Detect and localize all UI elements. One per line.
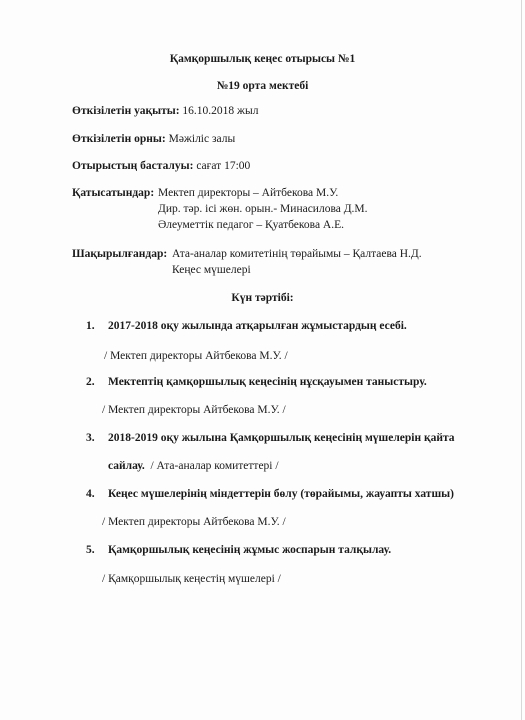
agenda-item-1-note: / Мектеп директоры Айтбекова М.У. / <box>104 350 288 362</box>
agenda-item-4 <box>86 487 454 501</box>
participant-line: Мектеп директоры – Айтбекова М.У. <box>158 187 339 199</box>
agenda-item-number: 1. <box>86 320 95 332</box>
meeting-place <box>72 132 235 146</box>
agenda-item-2-note: / Мектеп директоры Айтбекова М.У. / <box>102 404 286 416</box>
agenda-item-number: 5. <box>86 544 95 556</box>
participants-label: Қатысатындар: <box>72 187 155 199</box>
agenda-item-4-note: / Мектеп директоры Айтбекова М.У. / <box>102 516 286 528</box>
agenda-item-number: 2. <box>86 376 95 388</box>
agenda-item-number: 4. <box>86 488 95 500</box>
meeting-start <box>72 159 250 173</box>
meeting-time-label: Өткізілетін уақыты: <box>72 105 180 117</box>
agenda-item-text: Кеңес мүшелерінің міндеттерін бөлу (төрайымы, жауапты хатшы) <box>108 488 454 500</box>
invited-label: Шақырылғандар: <box>72 248 168 260</box>
agenda-item-3 <box>86 431 455 445</box>
meeting-start-value: сағат 17:00 <box>196 160 251 172</box>
agenda-item-text: 2018-2019 оқу жылына Қамқоршылық кеңесінің мүшелерін қайта <box>108 432 455 444</box>
agenda-item-number: 3. <box>86 432 95 444</box>
agenda-item-1 <box>86 319 407 333</box>
invited-line: Ата-аналар комитетінің төрайымы – Қалтаева Н.Д. <box>172 248 422 260</box>
agenda-item-text: Қамқоршылық кеңесінің жұмыс жоспарын талқылау. <box>108 544 392 556</box>
agenda-item-text: 2017-2018 оқу жылында атқарылған жұмыстардың есебі. <box>108 320 407 332</box>
participant-line: Әлеуметтік педагог – Қуатбекова А.Е. <box>158 219 345 231</box>
invited-line: Кеңес мүшелері <box>172 264 251 276</box>
meeting-time-value: 16.10.2018 жыл <box>182 105 259 117</box>
agenda-item-5 <box>86 543 391 557</box>
scan-edge-line <box>521 0 522 720</box>
agenda-item-3-note: / Ата-аналар комитеттері / <box>150 460 279 472</box>
document-title: Қамқоршылық кеңес отырысы №1 <box>169 53 356 65</box>
agenda-item-text: Мектептің қамқоршылық кеңесінің нұсқауымен таныстыру. <box>108 376 427 388</box>
participant-line: Дир. тәр. ісі жөн. орын.- Минасилова Д.М. <box>158 203 368 215</box>
meeting-start-label: Отырыстың басталуы: <box>72 160 194 172</box>
school-name: №19 орта мектебі <box>216 80 309 92</box>
agenda-item-text-cont: сайлау. <box>108 460 145 472</box>
agenda-item-3-cont <box>108 459 279 473</box>
agenda-item-2 <box>86 375 427 389</box>
meeting-place-label: Өткізілетін орны: <box>72 133 166 145</box>
meeting-time <box>72 104 258 118</box>
agenda-item-5-note: / Қамқоршылық кеңестің мүшелері / <box>102 573 281 585</box>
meeting-place-value: Мәжіліс залы <box>168 133 236 145</box>
agenda-title: Күн тәртібі: <box>231 292 294 304</box>
